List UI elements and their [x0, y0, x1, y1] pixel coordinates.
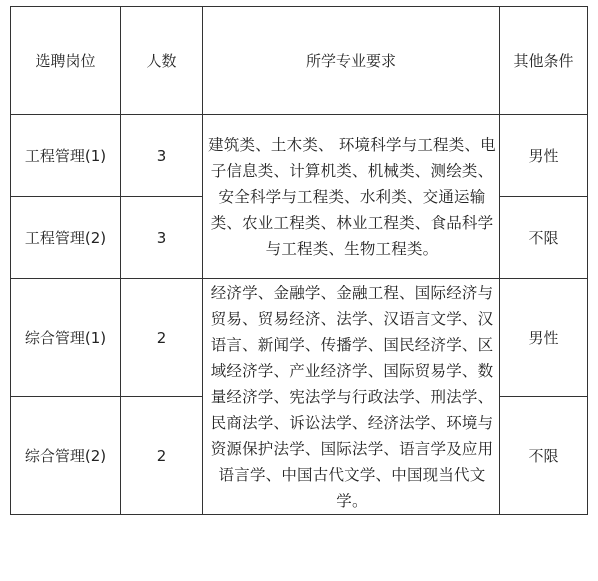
header-other: 其他条件 — [500, 7, 588, 115]
other-cell: 不限 — [500, 197, 588, 279]
header-count: 人数 — [121, 7, 203, 115]
recruitment-table — [10, 6, 588, 515]
count-cell: 3 — [121, 197, 203, 279]
position-cell: 综合管理(1) — [11, 279, 121, 397]
position-cell: 工程管理(2) — [11, 197, 121, 279]
table-row — [11, 115, 588, 197]
header-position: 选聘岗位 — [11, 7, 121, 115]
header-requirement: 所学专业要求 — [203, 7, 500, 115]
header-row — [11, 7, 588, 115]
other-cell: 男性 — [500, 279, 588, 397]
count-cell: 3 — [121, 115, 203, 197]
count-cell: 2 — [121, 279, 203, 397]
count-cell: 2 — [121, 397, 203, 515]
requirement-text: 建筑类、土木类、 环境科学与工程类、电子信息类、计算机类、机械类、测绘类、安全科学与工程类、水利类、交通运输类、农业工程类、林业工程类、食品科学与工程类、生物工程类。 — [208, 135, 496, 258]
position-cell: 工程管理(1) — [11, 115, 121, 197]
position-cell: 综合管理(2) — [11, 397, 121, 515]
other-cell: 不限 — [500, 397, 588, 515]
requirement-cell — [203, 115, 500, 279]
requirement-cell — [203, 279, 500, 515]
requirement-text: 经济学、金融学、金融工程、国际经济与贸易、贸易经济、法学、汉语言文学、汉语言、新闻学、传播学、国民经济学、区域经济学、产业经济学、国际贸易学、数量经济学、宪法学与行政法学、刑法学、民商法学、诉讼法学、经济法学、环境与资源保护法学、国际法学、语言学及应用语言学、中国古代文学、中国现当代文学。 — [210, 283, 494, 510]
table-row — [11, 279, 588, 397]
recruitment-table-container — [10, 6, 588, 515]
other-cell: 男性 — [500, 115, 588, 197]
